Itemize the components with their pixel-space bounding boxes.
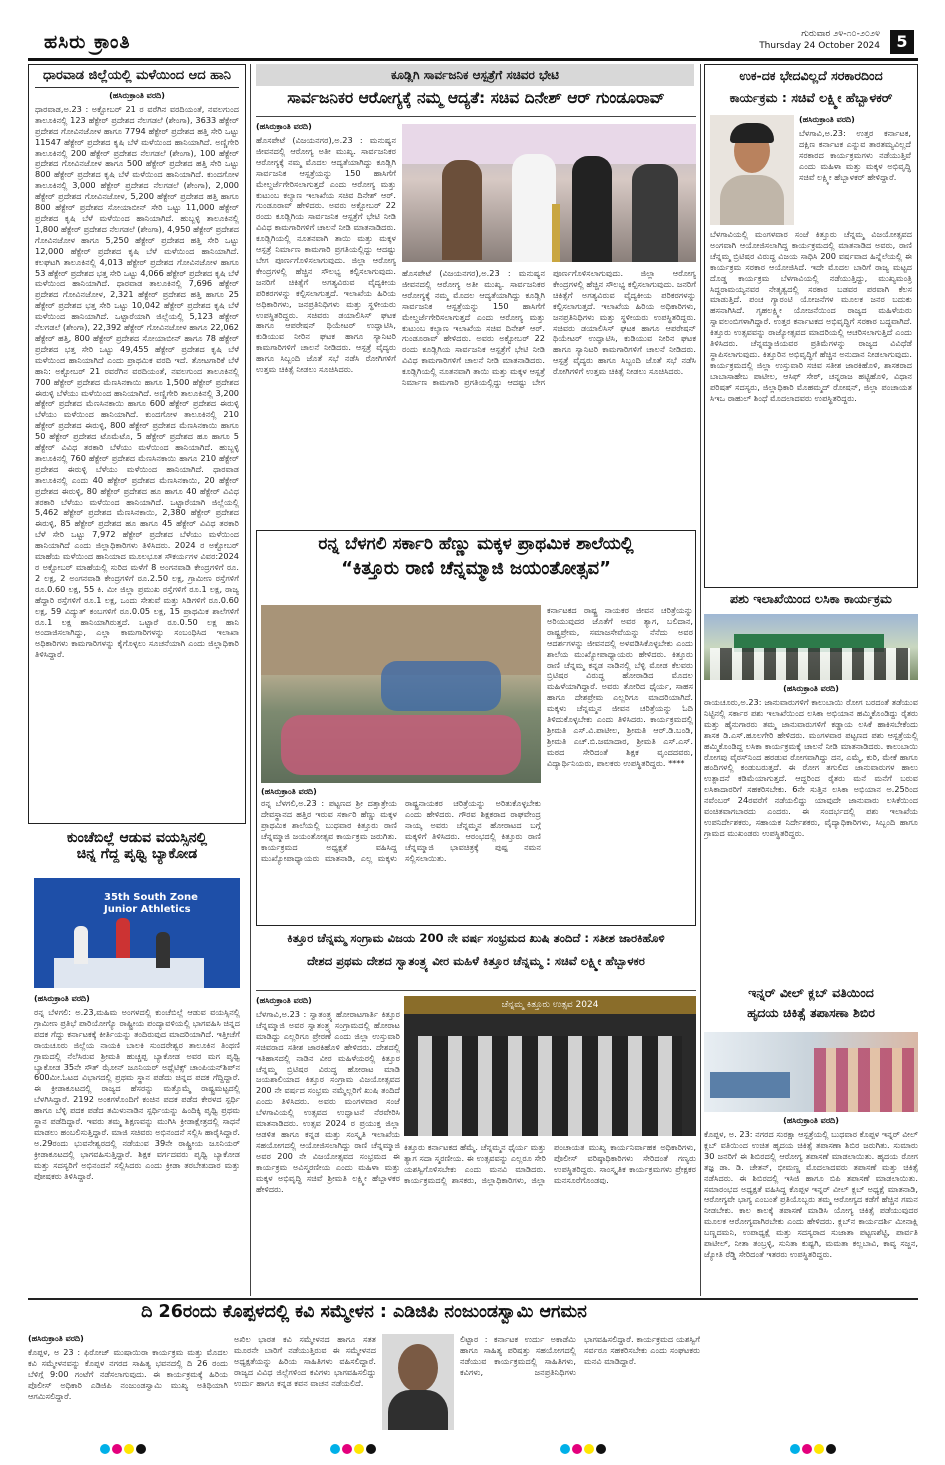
rule xyxy=(256,990,696,991)
article-body: ಬೆಳಗಾವಿಯಲ್ಲಿ ಮಂಗಳವಾರ ಸಂಜೆ ಕಿತ್ತೂರು ಚೆನ್ನಮ್ಮ ವಿಜಯೋತ್ಸವದ ಅಂಗವಾಗಿ ಆಯೋಜಿಸಲಾಗಿದ್ದ ಕಾರ್ಯಕ್ರಮದಲ್ಲಿ ಮಾತನಾಡಿದ ಅವರು, ರಾಣಿ ಚೆನ್ನಮ್ಮ ಬ್ರಿಟಿಷರ ವಿರುದ್ಧ ವಿಜಯ ಸಾಧಿಸಿ 200 ವರ್ಷವಾದ ಹಿನ್ನೆಲೆಯಲ್ಲಿ ಈ ಕಾರ್ಯಕ್ರಮ ಸರಕಾರ ಆಯೋಜಿಸಿದೆ. ಇದೇ ಮೊದಲ ಬಾರಿಗೆ ರಾಜ್ಯ ಮಟ್ಟದ ದೊಡ್ಡ ಕಾರ್ಯಕ್ರಮ ಬೆಳಗಾವಿಯಲ್ಲಿ ನಡೆಯುತ್ತಿದ್ದು, ಮುಖ್ಯಮಂತ್ರಿ ಸಿದ್ದರಾಮಯ್ಯನವರ ನೇತೃತ್ವದಲ್ಲಿ ಸರಕಾರ ಬಡವರ ಪರವಾಗಿ ಕೆಲಸ ಮಾಡುತ್ತಿದೆ. ಪಂಚ ಗ್ಯಾರಂಟಿ ಯೋಜನೆಗಳ ಮೂಲಕ ಜನರ ಬದುಕು ಹಸನಾಗಿಸಿದೆ. ಗೃಹಲಕ್ಷ್ಮೀ ಯೋಜನೆಯಿಂದ ರಾಜ್ಯದ ಮಹಿಳೆಯರು ಸ್ವಾವಲಂಬಿಗಳಾಗಿದ್ದಾರೆ. ಉತ್ತರ ಕರ್ನಾಟಕದ ಅಭಿವೃದ್ಧಿಗೆ ಸರಕಾರ ಬದ್ಧವಾಗಿದೆ. ಕಿತ್ತೂರು ಉತ್ಸವವನ್ನು ರಾಜ್ಯೋತ್ಸವದ ಮಾದರಿಯಲ್ಲಿ ಆಚರಿಸಲಾಗುತ್ತಿದೆ ಎಂದು ತಿಳಿಸಿದರು. ಚೆನ್ನಮ್ಮಾಜಿಯವರ ಪ್ರತಿಮೆಗಳನ್ನು ರಾಜ್ಯದ ವಿವಿಧೆಡೆ ಸ್ಥಾಪಿಸಲಾಗುವುದು. ಕಿತ್ತೂರಿನ ಅಭಿವೃದ್ಧಿಗೆ ಹೆಚ್ಚಿನ ಅನುದಾನ ನೀಡಲಾಗುವುದು. ಕಾರ್ಯಕ್ರಮದಲ್ಲಿ ಜಿಲ್ಲಾ ಉಸ್ತುವಾರಿ ಸಚಿವ ಸತೀಶ ಜಾರಕಿಹೊಳಿ, ಶಾಸಕರಾದ ಬಾಬಾಸಾಹೇಬ ಪಾಟೀಲ, ಆಸಿಫ್ ಸೇಠ್, ಚನ್ನರಾಜ ಹಟ್ಟಿಹೊಳಿ, ವಿಧಾನ ಪರಿಷತ್ ಸದಸ್ಯರು, ಜಿಲ್ಲಾಧಿಕಾರಿ ಮೊಹಮ್ಮದ್ ರೋಷನ್, ಜಿಲ್ಲಾ ಪಂಚಾಯತ ಸಿಇಒ ರಾಹುಲ್ ಶಿಂಧೆ ಮೊದಲಾದವರು ಉಪಸ್ಥಿತರಿದ್ದರು. xyxy=(710,229,912,403)
school-event-photo xyxy=(261,605,541,783)
credit: (ಹಸಿರುಕ್ರಾಂತಿ ವರದಿ) xyxy=(799,115,855,124)
portrait-body xyxy=(388,1390,448,1430)
headline-line2: “ಕಿತ್ತೂರು ರಾಣಿ ಚೆನ್ನಮ್ಮಾಜಿ ಜಯಂತೋತ್ಸವ” xyxy=(341,557,611,579)
page-header xyxy=(28,28,918,60)
person-figure xyxy=(442,160,482,260)
kicker-bar xyxy=(256,64,694,86)
rule xyxy=(28,1298,918,1300)
athlete-figure xyxy=(74,926,88,964)
headline-line2: ಹೃದಯ ಚಿಕಿತ್ಸೆ ತಪಾಸಣಾ ಶಿಬಿರ xyxy=(747,1005,875,1021)
health-camp-photo xyxy=(704,1032,918,1112)
lamp-lighting-photo xyxy=(402,124,696,262)
headline: ಸಾರ್ವಜನಿಕರ ಆರೋಗ್ಯಕ್ಕೆ ನಮ್ಮ ಆದ್ಯತೆ: ಸಚಿವ ದಿನೇಶ್ ಆರ್ ಗುಂಡೂರಾವ್ xyxy=(287,89,665,107)
cyan-mark xyxy=(100,1444,110,1454)
event-banner: 35th South Zone Junior Athletics xyxy=(104,892,198,915)
article-dharwad xyxy=(28,64,246,824)
column-divider xyxy=(700,64,701,1296)
article-body-left: ರನ್ನ ಬೆಳಗಲಿ,ಅ.23 : ಪಟ್ಟಣದ ಶ್ರೀ ದತ್ತಾತ್ರೇಯ ದೇವಸ್ಥಾನದ ಹತ್ತಿರ ಇರುವ ಸರ್ಕಾರಿ ಹೆಣ್ಣು ಮಕ್ಕಳ ಪ್ರಾಥಮಿಕ ಶಾಲೆಯಲ್ಲಿ ಬುಧವಾರ ಕಿತ್ತೂರು ರಾಣಿ ಚೆನ್ನಮ್ಮಾಜಿ ಜಯಂತೋತ್ಸವ ಕಾರ್ಯಕ್ರಮ ಜರುಗಿತು. ಕಾರ್ಯಕ್ರಮದ ಅಧ್ಯಕ್ಷತೆ ವಹಿಸಿದ್ದ ಮುಖ್ಯೋಪಾಧ್ಯಾಯರು ಮಾತನಾಡಿ, ಎಲ್ಲ ಮಕ್ಕಳು ರಾಷ್ಟ್ರನಾಯಕರ ಚರಿತ್ರೆಯನ್ನು ಅರಿತುಕೊಳ್ಳಬೇಕು ಎಂದು ಹೇಳಿದರು. ಗೌರವ ಶಿಕ್ಷಕರಾದ ರಾಘವೇಂದ್ರ ನಾಯ್ಕ ಅವರು ಚೆನ್ನಮ್ಮನ ಹೋರಾಟದ ಬಗ್ಗೆ ಮಕ್ಕಳಿಗೆ ತಿಳಿಸಿದರು. ಆರಂಭದಲ್ಲಿ ಕಿತ್ತೂರು ರಾಣಿ ಚೆನ್ನಮ್ಮಾಜಿ ಭಾವಚಿತ್ರಕ್ಕೆ ಪುಷ್ಪ ನಮನ ಸಲ್ಲಿಸಲಾಯಿತು. xyxy=(261,798,541,863)
article-school xyxy=(256,530,696,926)
article-body: ರಾಯಚೂರು,ಅ.23: ಜಾನುವಾರುಗಳಿಗೆ ಕಾಲುಬಾಯಿ ರೋಗ ಬರದಂತೆ ತಡೆಯುವ ನಿಟ್ಟಿನಲ್ಲಿ ಸರ್ಕಾರ ಪಶು ಇಲಾಖೆಯಿಂದ ಲಸಿಕಾ ಅಭಿಯಾನ ಹಮ್ಮಿಕೊಂಡಿದ್ದು ರೈತರು ಮತ್ತು ಹೈನುಗಾರರು ತಮ್ಮ ಜಾನುವಾರುಗಳಿಗೆ ಕಡ್ಡಾಯ ಲಸಿಕೆ ಹಾಕಿಸಬೇಕೆಂದು ಶಾಸಕ ಡಿ.ಎಸ್.ಹೂಲಗೇರಿ ಹೇಳಿದರು. ಮಂಗಳವಾರ ಪಟ್ಟಣದ ಪಶು ಆಸ್ಪತ್ರೆಯಲ್ಲಿ ಹಮ್ಮಿಕೊಂಡಿದ್ದ ಲಸಿಕಾ ಕಾರ್ಯಕ್ರಮಕ್ಕೆ ಚಾಲನೆ ನೀಡಿ ಮಾತನಾಡಿದರು. ಕಾಲುಬಾಯಿ ರೋಗವು ವೈರಸ್‌ನಿಂದ ಹರಡುವ ರೋಗವಾಗಿದ್ದು ದನ, ಎಮ್ಮೆ, ಕುರಿ, ಮೇಕೆ ಹಾಗೂ ಹಂದಿಗಳಲ್ಲಿ ಕಂಡುಬರುತ್ತದೆ. ಈ ರೋಗ ತಗುಲಿದ ಜಾನುವಾರುಗಳ ಹಾಲು ಉತ್ಪಾದನೆ ಕಡಿಮೆಯಾಗುತ್ತದೆ. ಆದ್ದರಿಂದ ರೈತರು ಮನೆ ಮನೆಗೆ ಬರುವ ಲಸಿಕಾದಾರರಿಗೆ ಸಹಕರಿಸಬೇಕು. 6ನೇ ಸುತ್ತಿನ ಲಸಿಕಾ ಅಭಿಯಾನ ಅ.25ರಿಂದ ನವೆಂಬರ್ 24ರವರೆಗೆ ನಡೆಯಲಿದ್ದು ಯಾವುದೇ ಜಾನುವಾರು ಲಸಿಕೆಯಿಂದ ವಂಚಿತವಾಗಬಾರದು ಎಂದರು. ಈ ಸಂದರ್ಭದಲ್ಲಿ ಪಶು ಇಲಾಖೆಯ ಉಪನಿರ್ದೇಶಕರು, ಸಹಾಯಕ ನಿರ್ದೇಶಕರು, ವೈದ್ಯಾಧಿಕಾರಿಗಳು, ಸಿಬ್ಬಂದಿ ಹಾಗೂ ಗ್ರಾಮದ ಮುಖಂಡರು ಉಪಸ್ಥಿತರಿದ್ದರು. xyxy=(704,697,918,838)
article-body-left: ಕೊಪ್ಪಳ, ಅ 23 : ಫಿರೋಜ್ ಮುಷಾಯಿರಾ ಕಾರ್ಯಕ್ರಮ ಮತ್ತು ಮೊದಲ ಕವಿ ಸಮ್ಮೇಳನವನ್ನು ಕೊಪ್ಪಳ ನಗರದ ಸಾಹಿತ್ಯ ಭವನದಲ್ಲಿ ದಿ 26 ರಂದು ಬೆಳಿಗ್ಗೆ 9:00 ಗಂಟೆಗೆ ನಡೆಸಲಾಗುವುದು. ಈ ಕಾರ್ಯಕ್ರಮಕ್ಕೆ ಹಿರಿಯ ಪೊಲೀಸ್ ಅಧಿಕಾರಿ ಎಡಿಜಿಪಿ ನಂಜುಂಡಸ್ವಾಮಿ ಮುಖ್ಯ ಅತಿಥಿಯಾಗಿ ಆಗಮಿಸಲಿದ್ದಾರೆ. xyxy=(28,1347,228,1401)
article-body-continued: ಹೊಸಪೇಟೆ (ವಿಜಯನಗರ),ಅ.23 : ಮನುಷ್ಯನ ಜೀವನದಲ್ಲಿ ಆರೋಗ್ಯ ಅತೀ ಮುಖ್ಯ. ಸಾರ್ವಜನಿಕರ ಆರೋಗ್ಯಕ್ಕೆ ನಮ್ಮ ಮೊದಲ ಆದ್ಯತೆಯಾಗಿದ್ದು ಕೂಡ್ಲಿಗಿ ಸಾರ್ವಜನಿಕ ಆಸ್ಪತ್ರೆಯನ್ನು 150 ಹಾಸಿಗೆಗೆ ಮೇಲ್ದರ್ಜೆಗೇರಿಸಲಾಗುತ್ತದೆ ಎಂದು ಆರೋಗ್ಯ ಮತ್ತು ಕುಟುಂಬ ಕಲ್ಯಾಣ ಇಲಾಖೆಯ ಸಚಿವ ದಿನೇಶ್ ಆರ್. ಗುಂಡೂರಾವ್ ಹೇಳಿದರು. ಅವರು ಅಕ್ಟೋಬರ್ 22 ರಂದು ಕೂಡ್ಲಿಗಿಯ ಸಾರ್ವಜನಿಕ ಆಸ್ಪತ್ರೆಗೆ ಭೇಟಿ ನೀಡಿ ವಿವಿಧ ಕಾಮಗಾರಿಗಳಿಗೆ ಚಾಲನೆ ನೀಡಿ ಮಾತನಾಡಿದರು. ಕೂಡ್ಲಿಗಿಯಲ್ಲಿ ನೂತನವಾಗಿ ತಾಯಿ ಮತ್ತು ಮಕ್ಕಳ ಆಸ್ಪತ್ರೆ ನಿರ್ಮಾಣ ಕಾಮಗಾರಿ ಪ್ರಗತಿಯಲ್ಲಿದ್ದು ಆದಷ್ಟು ಬೇಗ ಪೂರ್ಣಗೊಳಿಸಲಾಗುವುದು. ಜಿಲ್ಲಾ ಆರೋಗ್ಯ ಕೇಂದ್ರಗಳಲ್ಲಿ ಹೆಚ್ಚಿನ ಸೌಲಭ್ಯ ಕಲ್ಪಿಸಲಾಗುವುದು. ಜನರಿಗೆ ಚಿಕಿತ್ಸೆಗೆ ಅಗತ್ಯವಿರುವ ವೈದ್ಯಕೀಯ ಪರಿಕರಗಳನ್ನು ಕಲ್ಪಿಸಲಾಗುತ್ತದೆ. ಇಲಾಖೆಯ ಹಿರಿಯ ಅಧಿಕಾರಿಗಳು, ಜನಪ್ರತಿನಿಧಿಗಳು ಮತ್ತು ಸ್ಥಳೀಯರು ಉಪಸ್ಥಿತರಿದ್ದರು. ಸಚಿವರು ಡಯಾಲಿಸಿಸ್ ಘಟಕ ಹಾಗೂ ಆಪರೇಷನ್ ಥಿಯೇಟರ್ ಉದ್ಘಾಟಿಸಿ, ಕುಡಿಯುವ ನೀರಿನ ಘಟಕ ಹಾಗೂ ಸ್ಯಾನಿಟರಿ ಕಾಮಗಾರಿಗಳಿಗೆ ಚಾಲನೆ ನೀಡಿದರು. ಆಸ್ಪತ್ರೆ ವೈದ್ಯರು ಹಾಗೂ ಸಿಬ್ಬಂದಿ ಜೊತೆ ಸಭೆ ನಡೆಸಿ ರೋಗಿಗಳಿಗೆ ಉತ್ತಮ ಚಿಕಿತ್ಸೆ ನೀಡಲು ಸೂಚಿಸಿದರು. xyxy=(402,268,696,388)
athlete-figure xyxy=(116,918,130,958)
article-body: ಧಾರವಾಡ,ಅ.23 : ಅಕ್ಟೋಬರ್ 21 ರ ವರೆಗಿನ ವರದಿಯಂತೆ, ನವಲಗುಂದ ತಾಲೂಕಿನಲ್ಲಿ 123 ಹೆಕ್ಟೇರ್ ಪ್ರದೇಶದ ನೆಲಗಡಲೆ (ಶೇಂಗಾ), 3633 ಹೆಕ್ಟೇರ್ ಪ್ರದೇಶದ ಗೋವಿನಜೋಳ ಹಾಗೂ 7794 ಹೆಕ್ಟೇರ್ ಪ್ರದೇಶದ ಹತ್ತಿ ಸೇರಿ ಒಟ್ಟು 11547 ಹೆಕ್ಟೇರ್ ಪ್ರದೇಶದ ಕೃಷಿ ಬೆಳೆ ಮಳೆಯಿಂದ ಹಾನಿಯಾಗಿದೆ. ಅಣ್ಣಿಗೇರಿ ತಾಲೂಕಿನಲ್ಲಿ 200 ಹೆಕ್ಟೇರ್ ಪ್ರದೇಶದ ನೆಲಗಡಲೆ (ಶೇಂಗಾ), 100 ಹೆಕ್ಟೇರ್ ಪ್ರದೇಶದ ಗೋವಿನಜೋಳ ಹಾಗೂ 500 ಹೆಕ್ಟೇರ್ ಪ್ರದೇಶದ ಹತ್ತಿ ಸೇರಿ ಒಟ್ಟು 800 ಹೆಕ್ಟೇರ್ ಪ್ರದೇಶದ ಕೃಷಿ ಬೆಳೆ ಮಳೆಯಿಂದ ಹಾನಿಯಾಗಿದೆ. ಕುಂದಗೋಳ ತಾಲೂಕಿನಲ್ಲಿ 3,000 ಹೆಕ್ಟೇರ್ ಪ್ರದೇಶದ ನೆಲಗಡಲೆ (ಶೇಂಗಾ), 2,000 ಹೆಕ್ಟೇರ್ ಪ್ರದೇಶದ ಗೋವಿನಜೋಳ, 5,200 ಹೆಕ್ಟೇರ್ ಪ್ರದೇಶದ ಹತ್ತಿ ಹಾಗೂ 800 ಹೆಕ್ಟೇರ್ ಪ್ರದೇಶದ ಸೋಯಾಬೀನ್ ಸೇರಿ ಒಟ್ಟು 11,000 ಹೆಕ್ಟೇರ್ ಪ್ರದೇಶದ ಕೃಷಿ ಬೆಳೆ ಮಳೆಯಿಂದ ಹಾನಿಯಾಗಿದೆ. ಹುಬ್ಬಳ್ಳಿ ತಾಲೂಕಿನಲ್ಲಿ 1,800 ಹೆಕ್ಟೇರ್ ಪ್ರದೇಶದ ನೆಲಗಡಲೆ (ಶೇಂಗಾ), 4,950 ಹೆಕ್ಟೇರ್ ಪ್ರದೇಶದ ಗೋವಿನಜೋಳ ಹಾಗೂ 5,250 ಹೆಕ್ಟೇರ್ ಪ್ರದೇಶದ ಹತ್ತಿ ಸೇರಿ ಒಟ್ಟು 12,000 ಹೆಕ್ಟೇರ್ ಪ್ರದೇಶದ ಕೃಷಿ ಬೆಳೆ ಮಳೆಯಿಂದ ಹಾನಿಯಾಗಿದೆ. ಕಲಘಟಗಿ ತಾಲೂಕಿನಲ್ಲಿ 4,013 ಹೆಕ್ಟೇರ್ ಪ್ರದೇಶದ ಗೋವಿನಜೋಳ ಹಾಗೂ 53 ಹೆಕ್ಟೇರ್ ಪ್ರದೇಶದ ಭತ್ತ ಸೇರಿ ಒಟ್ಟು 4,066 ಹೆಕ್ಟೇರ್ ಪ್ರದೇಶದ ಕೃಷಿ ಬೆಳೆ ಮಳೆಯಿಂದ ಹಾನಿಯಾಗಿದೆ. ಧಾರವಾಡ ತಾಲೂಕಿನಲ್ಲಿ 7,696 ಹೆಕ್ಟೇರ್ ಪ್ರದೇಶದ ಗೋವಿನಜೋಳ, 2,321 ಹೆಕ್ಟೇರ್ ಪ್ರದೇಶದ ಹತ್ತಿ ಹಾಗೂ 25 ಹೆಕ್ಟೇರ್ ಪ್ರದೇಶದ ಭತ್ತ ಸೇರಿ ಒಟ್ಟು 10,042 ಹೆಕ್ಟೇರ್ ಪ್ರದೇಶದ ಕೃಷಿ ಬೆಳೆ ಮಳೆಯಿಂದ ಹಾನಿಯಾಗಿದೆ. ಒಟ್ಟಾರೆಯಾಗಿ ಜಿಲ್ಲೆಯಲ್ಲಿ 5,123 ಹೆಕ್ಟೇರ್ ನೆಲಗಡಲೆ (ಶೇಂಗಾ), 22,392 ಹೆಕ್ಟೇರ್ ಗೋವಿನಜೋಳ ಹಾಗೂ 22,062 ಹೆಕ್ಟೇರ್ ಹತ್ತಿ, 800 ಹೆಕ್ಟೇರ್ ಪ್ರದೇಶದ ಸೋಯಾಬೀನ್ ಹಾಗೂ 78 ಹೆಕ್ಟೇರ್ ಪ್ರದೇಶದ ಭತ್ತ ಸೇರಿ ಒಟ್ಟು 49,455 ಹೆಕ್ಟೇರ್ ಪ್ರದೇಶದ ಕೃಷಿ ಬೆಳೆ ಮಳೆಯಿಂದ ಹಾನಿಯಾಗಿದೆ ಎಂದು ಪ್ರಾಥಮಿಕ ವರದಿ ಇದೆ. ತೋಟಗಾರಿಕೆ ಬೆಳೆ ಹಾನಿ: ಅಕ್ಟೋಬರ್ 21 ರವರೆಗಿನ ವರದಿಯಂತೆ, ನವಲಗುಂದ ತಾಲೂಕಿನಲ್ಲಿ 700 ಹೆಕ್ಟೇರ್ ಪ್ರದೇಶದ ಮೆಣಸಿನಕಾಯಿ ಹಾಗೂ 1,500 ಹೆಕ್ಟೇರ್ ಪ್ರದೇಶದ ಈರುಳ್ಳಿ ಬೆಳೆಯು ಮಳೆಯಿಂದ ಹಾನಿಯಾಗಿದೆ. ಅಣ್ಣಿಗೇರಿ ತಾಲೂಕಿನಲ್ಲಿ 3,200 ಹೆಕ್ಟೇರ್ ಪ್ರದೇಶದ ಮೆಣಸಿನಕಾಯಿ ಹಾಗೂ 600 ಹೆಕ್ಟೇರ್ ಪ್ರದೇಶದ ಈರುಳ್ಳಿ ಬೆಳೆಯು ಮಳೆಯಿಂದ ಹಾನಿಯಾಗಿದೆ. ಕುಂದಗೋಳ ತಾಲೂಕಿನಲ್ಲಿ 210 ಹೆಕ್ಟೇರ್ ಪ್ರದೇಶದ ಈರುಳ್ಳಿ, 800 ಹೆಕ್ಟೇರ್ ಪ್ರದೇಶದ ಮೆಣಸಿನಕಾಯಿ ಹಾಗೂ 50 ಹೆಕ್ಟೇರ್ ಪ್ರದೇಶದ ಟೊಮೆಟೊ, 5 ಹೆಕ್ಟೇರ್ ಪ್ರದೇಶದ ಹೂ ಹಾಗೂ 5 ಹೆಕ್ಟೇರ್ ವಿವಿಧ ತರಕಾರಿ ಬೆಳೆಯು ಮಳೆಯಿಂದ ಹಾನಿಯಾಗಿದೆ. ಹುಬ್ಬಳ್ಳಿ ತಾಲೂಕಿನಲ್ಲಿ 760 ಹೆಕ್ಟೇರ್ ಪ್ರದೇಶದ ಮೆಣಸಿನಕಾಯಿ ಹಾಗೂ 210 ಹೆಕ್ಟೇರ್ ಪ್ರದೇಶದ ಈರುಳ್ಳಿ ಬೆಳೆಯು ಮಳೆಯಿಂದ ಹಾನಿಯಾಗಿದೆ. ಧಾರವಾಡ ತಾಲೂಕಿನಲ್ಲಿ ಎಂದು 40 ಹೆಕ್ಟೇರ್ ಪ್ರದೇಶದ ಮೆಣಸಿನಕಾಯಿ, 20 ಹೆಕ್ಟೇರ್ ಪ್ರದೇಶದ ಈರುಳ್ಳಿ, 80 ಹೆಕ್ಟೇರ್ ಪ್ರದೇಶದ ಹೂ ಹಾಗೂ 40 ಹೆಕ್ಟೇರ್ ವಿವಿಧ ತರಕಾರಿ ಬೆಳೆಯು ಮಳೆಯಿಂದ ಹಾನಿಯಾಗಿದೆ. ಒಟ್ಟಾರೆಯಾಗಿ ಜಿಲ್ಲೆಯಲ್ಲಿ 5,462 ಹೆಕ್ಟೇರ್ ಪ್ರದೇಶದ ಮೆಣಸಿನಕಾಯಿ, 2,380 ಹೆಕ್ಟೇರ್ ಪ್ರದೇಶದ ಈರುಳ್ಳಿ, 85 ಹೆಕ್ಟೇರ್ ಪ್ರದೇಶದ ಹೂ ಹಾಗೂ 45 ಹೆಕ್ಟೇರ್ ವಿವಿಧ ತರಕಾರಿ ಬೆಳೆ ಸೇರಿ ಒಟ್ಟು 7,972 ಹೆಕ್ಟೇರ್ ಪ್ರದೇಶದ ಬೆಳೆಯು ಮಳೆಯಿಂದ ಹಾನಿಯಾಗಿದೆ ಎಂದು ಜಿಲ್ಲಾಧಿಕಾರಿಗಳು ತಿಳಿಸಿದರು. 2024 ರ ಅಕ್ಟೋಬರ್ ಮಾಹೆಯ ಮಳೆಯಿಂದ ಹಾನಿಯಾದ ಮೂಲಭೂತ ಸೌಕರ್ಯಗಳ ವಿವರ:2024 ರ ಅಕ್ಟೋಬರ್ ಮಾಹೆಯಲ್ಲಿ ಸುರಿದ ಮಳೆಗೆ 8 ಅಂಗನವಾಡಿ ಕೇಂದ್ರಗಳಿಗೆ ರೂ. 2 ಲಕ್ಷ, 2 ಅಂಗನವಾಡಿ ಕೇಂದ್ರಗಳಿಗೆ ರೂ.2.50 ಲಕ್ಷ, ಗ್ರಾಮೀಣ ರಸ್ತೆಗಳಿಗೆ ರೂ.0.60 ಲಕ್ಷ, 55 ಕಿ. ಮೀ ಜಿಲ್ಲಾ ಪ್ರಮುಖ ರಸ್ತೆಗಳಿಗೆ ರೂ.1 ಲಕ್ಷ, ರಾಜ್ಯ ಹೆದ್ದಾರಿ ರಸ್ತೆಗಳಿಗೆ ರೂ.1 ಲಕ್ಷ, ಒಂದು ಸೇತುವೆ ಮತ್ತು ಸಿಡಿಗಳಿಗೆ ರೂ.0.60 ಲಕ್ಷ, 59 ವಿದ್ಯುತ್ ಕಂಬಗಳಿಗೆ ರೂ.0.05 ಲಕ್ಷ, 15 ಪ್ರಾಥಮಿಕ ಶಾಲೆಗಳಿಗೆ ರೂ.1 ಲಕ್ಷ ಹಾನಿಯಾಗಿರುತ್ತದೆ. ಒಟ್ಟಾರೆ ರೂ.0.50 ಲಕ್ಷ ಹಾನಿ ಅಂದಾಜಿಸಲಾಗಿದ್ದು, ಎಲ್ಲಾ ಕಾಮಗಾರಿಗಳನ್ನು ಸಂಬಂಧಿಸಿದ ಇಲಾಖಾ ಅಧಿಕಾರಿಗಳು ಕಾಮಗಾರಿಗಳನ್ನು ಕೈಗೊಳ್ಳಲು ಸೂಚನೆಯಾಗಿ ಎಂದು ಜಿಲ್ಲಾಧಿಕಾರಿ ತಿಳಿಸಿದ್ದಾರೆ. xyxy=(35,103,239,660)
headline-line1: ರನ್ನ ಬೆಳಗಲಿ ಸರ್ಕಾರಿ ಹೆಣ್ಣು ಮಕ್ಕಳ ಪ್ರಾಥಮಿಕ ಶಾಲೆಯಲ್ಲಿ xyxy=(318,534,634,554)
credit: (ಹಸಿರುಕ್ರಾಂತಿ ವರದಿ) xyxy=(256,122,312,131)
article-body-right: ಕಿತ್ತೂರು ಕರ್ನಾಟಕದ ಹೆಮ್ಮೆ. ಚೆನ್ನಮ್ಮನ ಧೈರ್ಯ ಮತ್ತು ತ್ಯಾಗ ಸದಾ ಸ್ಮರಣೀಯ. ಈ ಉತ್ಸವವನ್ನು ಎಲ್ಲರೂ ಸೇರಿ ಯಶಸ್ವಿಗೊಳಿಸಬೇಕು ಎಂದು ಮನವಿ ಮಾಡಿದರು. ಕಾರ್ಯಕ್ರಮದಲ್ಲಿ ಶಾಸಕರು, ಜಿಲ್ಲಾಧಿಕಾರಿಗಳು, ಜಿಲ್ಲಾ ಪಂಚಾಯತ ಮುಖ್ಯ ಕಾರ್ಯನಿರ್ವಾಹಕ ಅಧಿಕಾರಿಗಳು, ಪೊಲೀಸ್ ವರಿಷ್ಠಾಧಿಕಾರಿಗಳು ಸೇರಿದಂತೆ ಗಣ್ಯರು ಉಪಸ್ಥಿತರಿದ್ದರು. ಸಾಂಸ್ಕೃತಿಕ ಕಾರ್ಯಕ್ರಮಗಳು ಪ್ರೇಕ್ಷಕರ ಮನಸೂರೆಗೊಂಡವು. xyxy=(404,1142,696,1185)
portrait-hair xyxy=(730,123,774,143)
headline-line1: ಇನ್ನರ್ ವೀಲ್ ಕ್ಲಬ್ ವತಿಯಿಂದ xyxy=(748,985,874,1000)
adgp-portrait xyxy=(382,1334,454,1430)
black-mark xyxy=(136,1444,146,1454)
credit: (ಹಸಿರುಕ್ರಾಂತಿ ವರದಿ) xyxy=(256,996,312,1005)
article-vaccine xyxy=(704,592,918,982)
credit: (ಹಸಿರುಕ್ರಾಂತಿ ವರದಿ) xyxy=(261,787,317,796)
header-rule xyxy=(28,58,918,61)
registration-marks-center-left xyxy=(330,1444,376,1454)
headline-line2: ಕಾರ್ಯಕ್ರಮ : ಸಚಿವೆ ಲಕ್ಷ್ಮೀ ಹೆಬ್ಬಾಳಕರ್ xyxy=(729,90,893,106)
portrait-body xyxy=(720,175,784,225)
person-figure xyxy=(512,154,556,262)
credit: (ಹಸಿರುಕ್ರಾಂತಿ ವರದಿ) xyxy=(783,684,839,693)
students-group xyxy=(281,715,521,775)
rule xyxy=(256,116,696,117)
paper-name: ಹಸಿರು ಕ್ರಾಂತಿ xyxy=(44,31,131,53)
credit: (ಹಸಿರುಕ್ರಾಂತಿ ವರದಿ) xyxy=(28,1334,84,1343)
stage-banner: ಚೆನ್ನಮ್ಮ ಕಿತ್ತೂರು ಉತ್ಸವ 2024 xyxy=(404,996,696,1014)
issue-date-kannada: ಗುರುವಾರ ೨೪-೧೦-೨೦೨೪ xyxy=(801,29,880,39)
article-body: ಕೊಪ್ಪಳ, ಅ. 23: ನಗರದ ಸುರಕ್ಷಾ ಆಸ್ಪತ್ರೆಯಲ್ಲಿ ಬುಧವಾರ ಕೊಪ್ಪಳ ಇನ್ನರ್ ವೀಲ್ ಕ್ಲಬ್ ವತಿಯಿಂದ ಉಚಿತ ಹೃದಯ ಚಿಕಿತ್ಸೆ ತಪಾಸಣಾ ಶಿಬಿರ ಜರುಗಿತು. ಸುಮಾರು 30 ಜನರಿಗೆ ಈ ಶಿಬಿರದಲ್ಲಿ ಆರೋಗ್ಯ ತಪಾಸಣೆ ಮಾಡಲಾಯಿತು. ಹೃದಯ ರೋಗ ತಜ್ಞ ಡಾ. ಡಿ. ಚೇತನ್, ಭೀಮಣ್ಣ ಮೊದಲಾದವರು ತಪಾಸಣೆ ಮತ್ತು ಚಿಕಿತ್ಸೆ ನಡೆಸಿದರು. ಈ ಶಿಬಿರದಲ್ಲಿ ಇಸಿಜಿ ಹಾಗೂ ಬಿಪಿ ತಪಾಸಣೆ ಮಾಡಲಾಯಿತು. ಸಮಾರಂಭದ ಅಧ್ಯಕ್ಷತೆ ವಹಿಸಿದ್ದ ಕೊಪ್ಪಳ ಇನ್ನರ್ ವೀಲ್ ಕ್ಲಬ್ ಅಧ್ಯಕ್ಷೆ ಮಾತನಾಡಿ, ಆರೋಗ್ಯವೇ ಭಾಗ್ಯ ಎಂಬಂತೆ ಪ್ರತಿಯೊಬ್ಬರು ತಮ್ಮ ಆರೋಗ್ಯದ ಕಡೆಗೆ ಹೆಚ್ಚಿನ ಗಮನ ನೀಡಬೇಕು. ಕಾಲ ಕಾಲಕ್ಕೆ ತಪಾಸಣೆ ಮಾಡಿಸಿ ಯೋಗ್ಯ ಚಿಕಿತ್ಸೆ ಪಡೆಯುವುದರ ಮೂಲಕ ಆರೋಗ್ಯವಾಗಿರಬೇಕು ಎಂದು ಹೇಳಿದರು. ಕ್ಲಬ್‌ನ ಕಾರ್ಯದರ್ಶಿ ಮೀನಾಕ್ಷಿ ಬಣ್ಣದಮನಿ, ಉಪಾಧ್ಯಕ್ಷೆ ಮತ್ತು ಸದಸ್ಯರಾದ ಸುಜಾತಾ ಪಟ್ಟಣಶೆಟ್ಟಿ, ಪಾರ್ವತಿ ಪಾಟೀಲ್, ನೀತಾ ತಂಬ್ರಳ್ಳಿ, ಸುನಿತಾ ಕುಷ್ಟಗಿ, ಮಮತಾ ಕಲ್ಲಬಾವಿ, ಕಾವ್ಯ ಸಜ್ಜನ, ಜ್ಯೋತಿ ರೆಡ್ಡಿ ಸೇರಿದಂತೆ ಇತರರು ಉಪಸ್ಥಿತರಿದ್ದರು. xyxy=(704,1129,918,1259)
patient-bed xyxy=(710,1072,790,1098)
article-inner-wheel xyxy=(704,986,918,1296)
yellow-mark xyxy=(124,1444,134,1454)
article-lakshmi xyxy=(704,64,918,588)
headline-line1: ಕುಂಚೆಬಿಲ್ಲೆ ಆಡುವ ವಯಸ್ಸಿನಲ್ಲಿ xyxy=(66,830,208,846)
members-group xyxy=(814,1048,914,1112)
credit: (ಹಸಿರುಕ್ರಾಂತಿ ವರದಿ) xyxy=(34,994,90,1003)
registration-marks-right xyxy=(790,1444,836,1454)
article-body-right: ಲಿಟ್ಟಾರ : ಕರ್ನಾಟಕ ಉರ್ದು ಅಕಾಡೆಮಿ ಹಾಗೂ ಸಾಹಿತ್ಯ ಪರಿಷತ್ತು ಸಹಯೋಗದಲ್ಲಿ ನಡೆಯುವ ಕಾರ್ಯಕ್ರಮದಲ್ಲಿ ಸಾಹಿತಿಗಳು, ಕವಿಗಳು, ಜನಪ್ರತಿನಿಧಿಗಳು ಭಾಗವಹಿಸಲಿದ್ದಾರೆ. ಕಾರ್ಯಕ್ರಮದ ಯಶಸ್ವಿಗೆ ಸರ್ವರೂ ಸಹಕರಿಸಬೇಕು ಎಂದು ಸಂಘಟಕರು ಮನವಿ ಮಾಡಿದ್ದಾರೆ. xyxy=(460,1334,700,1377)
kicker: ಕೂಡ್ಲಿಗಿ ಸಾರ್ವಜನಿಕ ಆಸ್ಪತ್ರೆಗೆ ಸಚಿವರ ಭೇಟಿ xyxy=(391,68,559,82)
headline-line1: ಕಿತ್ತೂರ ಚೆನ್ನಮ್ಮ ಸಂಗ್ರಾಮ ವಿಜಯ 200 ನೇ ವರ್ಷ ಸಂಭ್ರಮದ ಖುಷಿ ತಂದಿದೆ : ಸತೀಶ ಜಾರಕಿಹೊಳಿ xyxy=(287,931,665,945)
registration-marks-center-right xyxy=(560,1444,606,1454)
article-body-right: ಕರ್ನಾಟಕದ ರಾಷ್ಟ್ರ ನಾಯಕರ ಜೀವನ ಚರಿತ್ರೆಯನ್ನು ಅರಿಯುವುದರ ಜೊತೆಗೆ ಅವರ ತ್ಯಾಗ, ಬಲಿದಾನ, ರಾಷ್ಟ್ರಪ್ರೇಮ, ಸಮಾಜಸೇವೆಯನ್ನು ನೆನೆದು ಅವರ ಆದರ್ಶಗಳನ್ನು ಜೀವನದಲ್ಲಿ ಅಳವಡಿಸಿಕೊಳ್ಳಬೇಕು ಎಂದು ಶಾಲೆಯ ಮುಖ್ಯೋಪಾಧ್ಯಾಯರು ಹೇಳಿದರು. ಕಿತ್ತೂರು ರಾಣಿ ಚೆನ್ನಮ್ಮ ಕನ್ನಡ ನಾಡಿನಲ್ಲಿ ಬೆಳ್ಳಿ ಮೋಡ ಕೆಲವರು ಬ್ರಿಟಿಷರ ವಿರುದ್ಧ ಹೋರಾಡಿದ ಮೊದಲ ಮಹಿಳೆಯಾಗಿದ್ದಾರೆ. ಅವರು ತೋರಿದ ಧೈರ್ಯ, ಸಾಹಸ ಹಾಗೂ ದೇಶಪ್ರೇಮ ಎಲ್ಲರಿಗೂ ಮಾದರಿಯಾಗಿದೆ. ಮಕ್ಕಳು ಚೆನ್ನಮ್ಮನ ಜೀವನ ಚರಿತ್ರೆಯನ್ನು ಓದಿ ತಿಳಿದುಕೊಳ್ಳಬೇಕು ಎಂದು ತಿಳಿಸಿದರು. ಕಾರ್ಯಕ್ರಮದಲ್ಲಿ ಶ್ರೀಮತಿ ಎಸ್.ವಿ.ಪಾಟೀಲ, ಶ್ರೀಮತಿ ಆರ್.ಡಿ.ಬಂಡಿ, ಶ್ರೀಮತಿ ಎಚ್.ಬಿ.ಜಮಾದಾರ, ಶ್ರೀಮತಿ ಎಸ್.ಎಸ್. ಮಠದ ಸೇರಿದಂತೆ ಶಿಕ್ಷಕ ವೃಂದದವರು, ವಿದ್ಯಾರ್ಥಿನಿಯರು, ಪಾಲಕರು ಉಪಸ್ಥಿತರಿದ್ದರು. **** xyxy=(547,605,693,768)
headline-line2: ಚಿನ್ನ ಗೆದ್ದ ಪೃಥ್ವಿ ಬ್ಯಾಕೋಡ xyxy=(76,846,198,863)
credit: (ಹಸಿರುಕ್ರಾಂತಿ ವರದಿ) xyxy=(109,90,165,100)
lamp xyxy=(552,204,560,262)
person-figure xyxy=(572,156,612,262)
article-kudligi xyxy=(256,120,696,524)
article-intro: ಬೆಳಗಾವಿ,ಅ.23: ಉತ್ತರ ಕರ್ನಾಟಕ, ದಕ್ಷಿಣ ಕರ್ನಾಟಕ ಎನ್ನುವ ತಾರತಮ್ಯವಿಲ್ಲದೆ ಸರಕಾರದ ಕಾರ್ಯಕ್ರಮಗಳು ನಡೆಯುತ್ತಿವೆ ಎಂದು ಮಹಿಳಾ ಮತ್ತು ಮಕ್ಕಳ ಅಭಿವೃದ್ಧಿ ಸಚಿವೆ ಲಕ್ಷ್ಮೀ ಹೆಬ್ಬಾಳಕರ್ ಹೇಳಿದ್ದಾರೆ. xyxy=(799,128,911,182)
headline: ಧಾರವಾಡ ಜಿಲ್ಲೆಯಲ್ಲಿ ಮಳೆಯಿಂದ ಆದ ಹಾನಿ xyxy=(35,69,239,88)
person-figure xyxy=(632,164,678,262)
article-body: ರನ್ನ ಬೆಳಗಲಿ: ಅ.23,ಮಹಿಮ ಅಂಗಳದಲ್ಲಿ ಕುಂಚೆಬಿಲ್ಲೆ ಆಡುವ ವಯಸ್ಸಿನಲ್ಲಿ ಗ್ರಾಮೀಣ ಪ್ರತಿಭೆ ಪಾರಿಯೋಗ್ಯೊ ರಾಷ್ಟ್ರೀಯ ಪಂದ್ಯಾವಳಿಯಲ್ಲಿ ಭಾಗವಹಿಸಿ ಚಿನ್ನದ ಪದಕ ಗೆದ್ದು ಕರ್ನಾಟಕಕ್ಕೆ ಕೀರ್ತಿಯನ್ನು ತಂದಿರುವುದ ಮಾದರಿಯಾಗಿದೆ. ಇತ್ತೀಚೆಗೆ ರಾಯಚೂರು ಜಿಲ್ಲೆಯ ನಾಯಕಿ ಬಾಲಕಿ ಸುಂದರೇಶ್ವರ ತಾಲೂಕಿನ ತಿಂಥಣಿ ಗ್ರಾಮದಲ್ಲಿ ನೆಲೆಸಿರುವ ಶ್ರೀಮತಿ ಹುಚ್ಚಪ್ಪ ಬ್ಯಾಕೋಡ ಅವರ ಮಗ ಪೃಥ್ವಿ ಬ್ಯಾಕೋಡ 35ನೇ ಸೌತ್ ಝೋನ್ ಜೂನಿಯರ್ ಅಥ್ಲೆಟಿಕ್ಸ್ ಚಾಂಪಿಯನ್‌ಶಿಪ್‌ನ 600ಮೀ.ಓಟದ ವಿಭಾಗದಲ್ಲಿ ಪ್ರಥಮ ಸ್ಥಾನ ಪಡೆದು ಚಿನ್ನದ ಪದಕ ಗೆದ್ದಿದ್ದಾರೆ. ಈ ಕ್ರೀಡಾಕೂಟದಲ್ಲಿ ರಾಜ್ಯದ ಹೆಸರನ್ನು ಮತ್ತೊಮ್ಮೆ ರಾಷ್ಟ್ರಮಟ್ಟದಲ್ಲಿ ಬೆಳಗಿಸಿದ್ದಾರೆ. 2192 ಅಂಕಗಳೊಂದಿಗೆ ಕಂಚಿನ ಪದಕ ಪಡೆದ ಕೇರಳದ ಸ್ಪರ್ಧಿ ಹಾಗೂ ಬೆಳ್ಳಿ ಪದಕ ಪಡೆದ ತಮಿಳುನಾಡಿನ ಸ್ಪರ್ಧಿಯನ್ನು ಹಿಂದಿಕ್ಕಿ ಪೃಥ್ವಿ ಪ್ರಥಮ ಸ್ಥಾನ ಪಡೆದಿದ್ದಾರೆ. ಇವರು ತಮ್ಮ ಶಿಕ್ಷಣವನ್ನು ಮುಗಿಸಿ ಕ್ರೀಡಾಕ್ಷೇತ್ರದಲ್ಲಿ ಸಾಧನೆ ಮಾಡಲು ಹಂಬಲಿಸುತ್ತಿದ್ದಾರೆ. ಮಾಜಿ ಸಚಿವರು ಅಭಿನಂದನೆ ಸಲ್ಲಿಸಿ ಹಾರೈಸಿದ್ದಾರೆ. ಅ.29ರಂದು ಭುವನೇಶ್ವರದಲ್ಲಿ ನಡೆಯುವ 39ನೇ ರಾಷ್ಟ್ರೀಯ ಜೂನಿಯರ್ ಕ್ರೀಡಾಕೂಟದಲ್ಲಿ ಭಾಗವಹಿಸುತ್ತಿದ್ದಾರೆ. ಶಿಕ್ಷಕ ವರ್ಗದವರು ಪೃಥ್ವಿ ಬ್ಯಾಕೋಡ ಮತ್ತು ಸದಸ್ಯರಿಗೆ ಅಭಿನಂದನೆ ಸಲ್ಲಿಸಿದರು ಎಂದು ಕ್ರೀಡಾ ತರಬೇತುದಾರ ಮತ್ತು ಪೋಷಕರು ತಿಳಿಸಿದ್ದಾರೆ. xyxy=(34,1007,240,1181)
participants xyxy=(710,648,910,680)
issue-date-english: Thursday 24 October 2024 xyxy=(759,41,880,51)
podium-photo xyxy=(34,878,240,988)
article-kittur-utsav xyxy=(256,932,696,1294)
portrait-head xyxy=(398,1344,438,1392)
column-divider xyxy=(250,64,251,1296)
headline: ದಿ 26ರಂದು ಕೊಪ್ಪಳದಲ್ಲಿ ಕವಿ ಸಮ್ಮೇಳನ : ಎಡಿಜಿಪಿ ನಂಜುಂಡಸ್ವಾಮಿ ಆಗಮನ xyxy=(141,1302,587,1322)
registration-marks-left xyxy=(100,1444,146,1454)
article-body-mid: ಅಖಿಲ ಭಾರತ ಕವಿ ಸಮ್ಮೇಳನದ ಹಾಗೂ ಸತತ ಮೂರನೇ ಬಾರಿಗೆ ನಡೆಯುತ್ತಿರುವ ಈ ಸಮ್ಮೇಳನದ ಅಧ್ಯಕ್ಷತೆಯನ್ನು ಹಿರಿಯ ಸಾಹಿತಿಗಳು ವಹಿಸಲಿದ್ದಾರೆ. ರಾಜ್ಯದ ವಿವಿಧ ಜಿಲ್ಲೆಗಳಿಂದ ಕವಿಗಳು ಭಾಗವಹಿಸಲಿದ್ದು ಉರ್ದು ಹಾಗೂ ಕನ್ನಡ ಕವನ ವಾಚನ ನಡೆಯಲಿದೆ. xyxy=(234,1334,376,1388)
headline: ಪಶು ಇಲಾಖೆಯಿಂದ ಲಸಿಕಾ ಕಾರ್ಯಕ್ರಮ xyxy=(730,591,892,606)
headline-line2: ದೇಶದ ಪ್ರಥಮ ದೇಶದ ಸ್ವಾತಂತ್ರ್ಯ ವೀರ ಮಹಿಳೆ ಕಿತ್ತೂರ ಚೆನ್ನಮ್ಮ : ಸಚಿವೆ ಲಕ್ಷ್ಮೀ ಹೆಬ್ಬಾಳಕರ xyxy=(307,954,645,969)
teachers-group xyxy=(381,661,501,711)
stage-photo xyxy=(404,996,696,1136)
headline-line1: ಉಕ-ದಕ ಭೇದವಿಲ್ಲದೆ ಸರಕಾರದಿಂದ xyxy=(739,68,883,83)
page-number: 5 xyxy=(890,30,914,54)
vaccine-campaign-photo xyxy=(704,614,918,680)
athlete-figure xyxy=(156,932,170,968)
minister-portrait xyxy=(710,115,794,225)
dignitaries xyxy=(418,1036,682,1136)
magenta-mark xyxy=(112,1444,122,1454)
article-body: ಹೊಸಪೇಟೆ (ವಿಜಯನಗರ),ಅ.23 : ಮನುಷ್ಯನ ಜೀವನದಲ್ಲಿ ಆರೋಗ್ಯ ಅತೀ ಮುಖ್ಯ. ಸಾರ್ವಜನಿಕರ ಆರೋಗ್ಯಕ್ಕೆ ನಮ್ಮ ಮೊದಲ ಆದ್ಯತೆಯಾಗಿದ್ದು ಕೂಡ್ಲಿಗಿ ಸಾರ್ವಜನಿಕ ಆಸ್ಪತ್ರೆಯನ್ನು 150 ಹಾಸಿಗೆಗೆ ಮೇಲ್ದರ್ಜೆಗೇರಿಸಲಾಗುತ್ತದೆ ಎಂದು ಆರೋಗ್ಯ ಮತ್ತು ಕುಟುಂಬ ಕಲ್ಯಾಣ ಇಲಾಖೆಯ ಸಚಿವ ದಿನೇಶ್ ಆರ್. ಗುಂಡೂರಾವ್ ಹೇಳಿದರು. ಅವರು ಅಕ್ಟೋಬರ್ 22 ರಂದು ಕೂಡ್ಲಿಗಿಯ ಸಾರ್ವಜನಿಕ ಆಸ್ಪತ್ರೆಗೆ ಭೇಟಿ ನೀಡಿ ವಿವಿಧ ಕಾಮಗಾರಿಗಳಿಗೆ ಚಾಲನೆ ನೀಡಿ ಮಾತನಾಡಿದರು. ಕೂಡ್ಲಿಗಿಯಲ್ಲಿ ನೂತನವಾಗಿ ತಾಯಿ ಮತ್ತು ಮಕ್ಕಳ ಆಸ್ಪತ್ರೆ ನಿರ್ಮಾಣ ಕಾಮಗಾರಿ ಪ್ರಗತಿಯಲ್ಲಿದ್ದು ಆದಷ್ಟು ಬೇಗ ಪೂರ್ಣಗೊಳಿಸಲಾಗುವುದು. ಜಿಲ್ಲಾ ಆರೋಗ್ಯ ಕೇಂದ್ರಗಳಲ್ಲಿ ಹೆಚ್ಚಿನ ಸೌಲಭ್ಯ ಕಲ್ಪಿಸಲಾಗುವುದು. ಜನರಿಗೆ ಚಿಕಿತ್ಸೆಗೆ ಅಗತ್ಯವಿರುವ ವೈದ್ಯಕೀಯ ಪರಿಕರಗಳನ್ನು ಕಲ್ಪಿಸಲಾಗುತ್ತದೆ. ಇಲಾಖೆಯ ಹಿರಿಯ ಅಧಿಕಾರಿಗಳು, ಜನಪ್ರತಿನಿಧಿಗಳು ಮತ್ತು ಸ್ಥಳೀಯರು ಉಪಸ್ಥಿತರಿದ್ದರು. ಸಚಿವರು ಡಯಾಲಿಸಿಸ್ ಘಟಕ ಹಾಗೂ ಆಪರೇಷನ್ ಥಿಯೇಟರ್ ಉದ್ಘಾಟಿಸಿ, ಕುಡಿಯುವ ನೀರಿನ ಘಟಕ ಹಾಗೂ ಸ್ಯಾನಿಟರಿ ಕಾಮಗಾರಿಗಳಿಗೆ ಚಾಲನೆ ನೀಡಿದರು. ಆಸ್ಪತ್ರೆ ವೈದ್ಯರು ಹಾಗೂ ಸಿಬ್ಬಂದಿ ಜೊತೆ ಸಭೆ ನಡೆಸಿ ರೋಗಿಗಳಿಗೆ ಉತ್ತಮ ಚಿಕಿತ್ಸೆ ನೀಡಲು ಸೂಚಿಸಿದರು. xyxy=(256,135,396,375)
article-body-left: ಬೆಳಗಾವಿ,ಅ.23 : ಸ್ವಾತಂತ್ರ್ಯ ಹೋರಾಟಗಾರ್ತಿ ಕಿತ್ತೂರ ಚೆನ್ನಮ್ಮಾಜಿ ಅವರ ಸ್ವಾತಂತ್ರ್ಯ ಸಂಗ್ರಾಮದಲ್ಲಿ ಹೋರಾಟ ಮಾಡಿದ್ದು ಎಲ್ಲರಿಗೂ ಪ್ರೇರಣೆ ಎಂದು ಜಿಲ್ಲಾ ಉಸ್ತುವಾರಿ ಸಚಿವರಾದ ಸತೀಶ ಜಾರಕಿಹೊಳಿ ಹೇಳಿದರು. ದೇಶದಲ್ಲಿ ಇತಿಹಾಸದಲ್ಲಿ ನಾಡಿನ ವೀರ ಮಹಿಳೆಯರಲ್ಲಿ ಕಿತ್ತೂರ ಚೆನ್ನಮ್ಮ ಬ್ರಿಟಿಷರ ವಿರುದ್ಧ ಹೋರಾಟ ಮಾಡಿ ಜಯಶಾಲಿಯಾದ ಕಿತ್ತೂರ ಸಂಗ್ರಾಮ ವಿಜಯೋತ್ಸವದ 200 ನೇ ವರ್ಷದ ಸಂಭ್ರಮ ನಮ್ಮೆಲ್ಲರಿಗೆ ಖುಷಿ ತಂದಿದೆ ಎಂದು ತಿಳಿಸಿದರು. ಅವರು ಮಂಗಳವಾರ ಸಂಜೆ ಬೆಳಗಾವಿಯಲ್ಲಿ ಉತ್ಸವದ ಉದ್ಘಾಟನೆ ನೆರವೇರಿಸಿ ಮಾತನಾಡಿದರು. ಉತ್ಸವ 2024 ರ ಪ್ರಯುಕ್ತ ಜಿಲ್ಲಾ ಆಡಳಿತ ಹಾಗೂ ಕನ್ನಡ ಮತ್ತು ಸಂಸ್ಕೃತಿ ಇಲಾಖೆಯ ಸಹಯೋಗದಲ್ಲಿ ಆಯೋಜಿಸಲಾಗಿದ್ದು ರಾಣಿ ಚೆನ್ನಮ್ಮಾಜಿ ಅವರ 200 ನೇ ವಿಜಯೋತ್ಸವದ ಸಂಭ್ರಮದ ಈ ಕಾರ್ಯಕ್ರಮ ಅವಿಸ್ಮರಣೀಯ ಎಂದು ಮಹಿಳಾ ಮತ್ತು ಮಕ್ಕಳ ಅಭಿವೃದ್ಧಿ ಸಚಿವೆ ಶ್ರೀಮತಿ ಲಕ್ಷ್ಮೀ ಹೆಬ್ಬಾಳಕರ ಹೇಳಿದರು. xyxy=(256,1009,400,1194)
credit: (ಹಸಿರುಕ್ರಾಂತಿ ವರದಿ) xyxy=(783,1116,839,1125)
article-koppal xyxy=(28,1334,700,1434)
article-athlete xyxy=(28,828,246,1296)
